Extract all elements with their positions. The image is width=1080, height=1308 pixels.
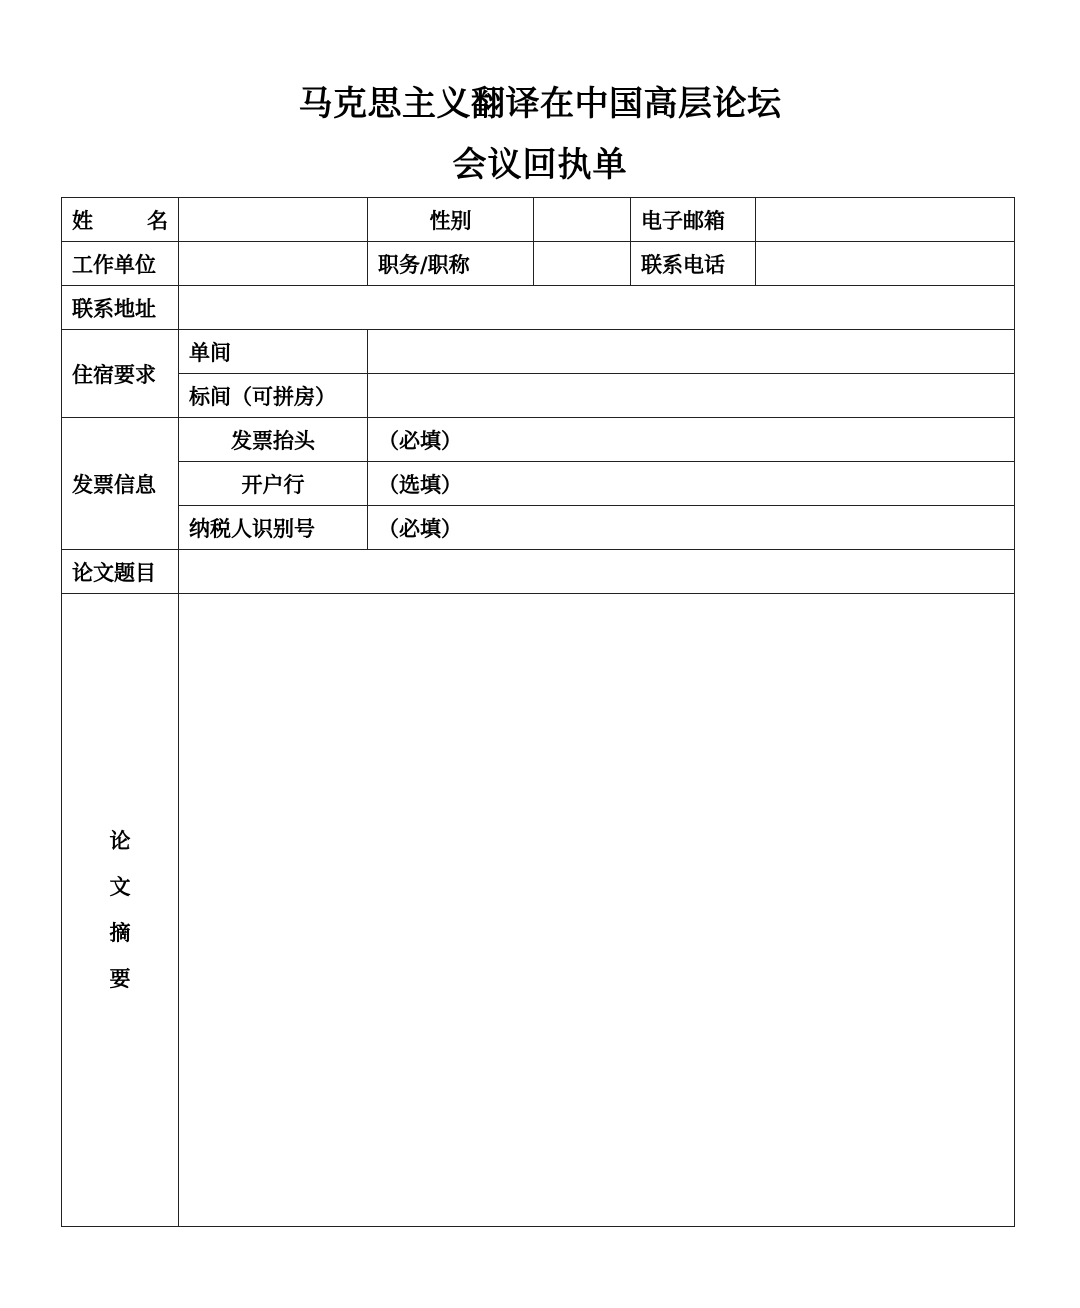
table-row-accommodation-single xyxy=(62,330,1015,374)
email-field[interactable] xyxy=(756,198,1015,242)
table-row-workplace xyxy=(62,242,1015,286)
phone-field[interactable] xyxy=(756,242,1015,286)
invoice-title-field[interactable]: （必填） xyxy=(368,418,1015,462)
invoice-taxid-label: 纳税人识别号 xyxy=(179,506,368,550)
gender-label: 性别 xyxy=(368,198,534,242)
invoice-taxid-field[interactable]: （必填） xyxy=(368,506,1015,550)
address-label: 联系地址 xyxy=(62,286,179,330)
abstract-label-char-1: 论 xyxy=(109,828,131,853)
accommodation-option-double: 标间（可拼房） xyxy=(179,374,368,418)
invoice-bank-label: 开户行 xyxy=(179,462,368,506)
paper-title-field[interactable] xyxy=(179,550,1015,594)
abstract-label-cell xyxy=(62,594,179,1227)
address-field[interactable] xyxy=(179,286,1015,330)
abstract-label-char-4: 要 xyxy=(109,966,131,991)
table-row-accommodation-double xyxy=(62,374,1015,418)
position-label: 职务/职称 xyxy=(368,242,534,286)
abstract-label-char-3: 摘 xyxy=(109,920,131,945)
table-row-name xyxy=(62,198,1015,242)
workplace-label: 工作单位 xyxy=(62,242,179,286)
table-row-invoice-title xyxy=(62,418,1015,462)
workplace-field[interactable] xyxy=(179,242,368,286)
abstract-label-char-2: 文 xyxy=(109,874,131,899)
paper-title-label: 论文题目 xyxy=(62,550,179,594)
name-field[interactable] xyxy=(179,198,368,242)
abstract-field[interactable] xyxy=(179,594,1015,1227)
registration-form-table xyxy=(61,197,1015,1227)
table-row-invoice-taxid xyxy=(62,506,1015,550)
gender-field[interactable] xyxy=(534,198,631,242)
name-label-cell xyxy=(62,198,179,242)
accommodation-option-single: 单间 xyxy=(179,330,368,374)
table-row-invoice-bank xyxy=(62,462,1015,506)
position-field[interactable] xyxy=(534,242,631,286)
invoice-title-label: 发票抬头 xyxy=(179,418,368,462)
table-row-address xyxy=(62,286,1015,330)
invoice-label: 发票信息 xyxy=(62,418,179,550)
name-label-char-2: 名 xyxy=(147,207,168,233)
email-label: 电子邮箱 xyxy=(631,198,756,242)
table-row-paper-title xyxy=(62,550,1015,594)
invoice-bank-field[interactable]: （选填） xyxy=(368,462,1015,506)
form-title: 马克思主义翻译在中国高层论坛 xyxy=(298,84,782,124)
accommodation-single-field[interactable] xyxy=(368,330,1015,374)
table-row-abstract xyxy=(62,594,1015,1227)
phone-label: 联系电话 xyxy=(631,242,756,286)
accommodation-double-field[interactable] xyxy=(368,374,1015,418)
accommodation-label: 住宿要求 xyxy=(62,330,179,418)
abstract-label xyxy=(110,818,131,1002)
name-label-char-1: 姓 xyxy=(72,207,93,233)
form-subtitle: 会议回执单 xyxy=(452,145,628,185)
